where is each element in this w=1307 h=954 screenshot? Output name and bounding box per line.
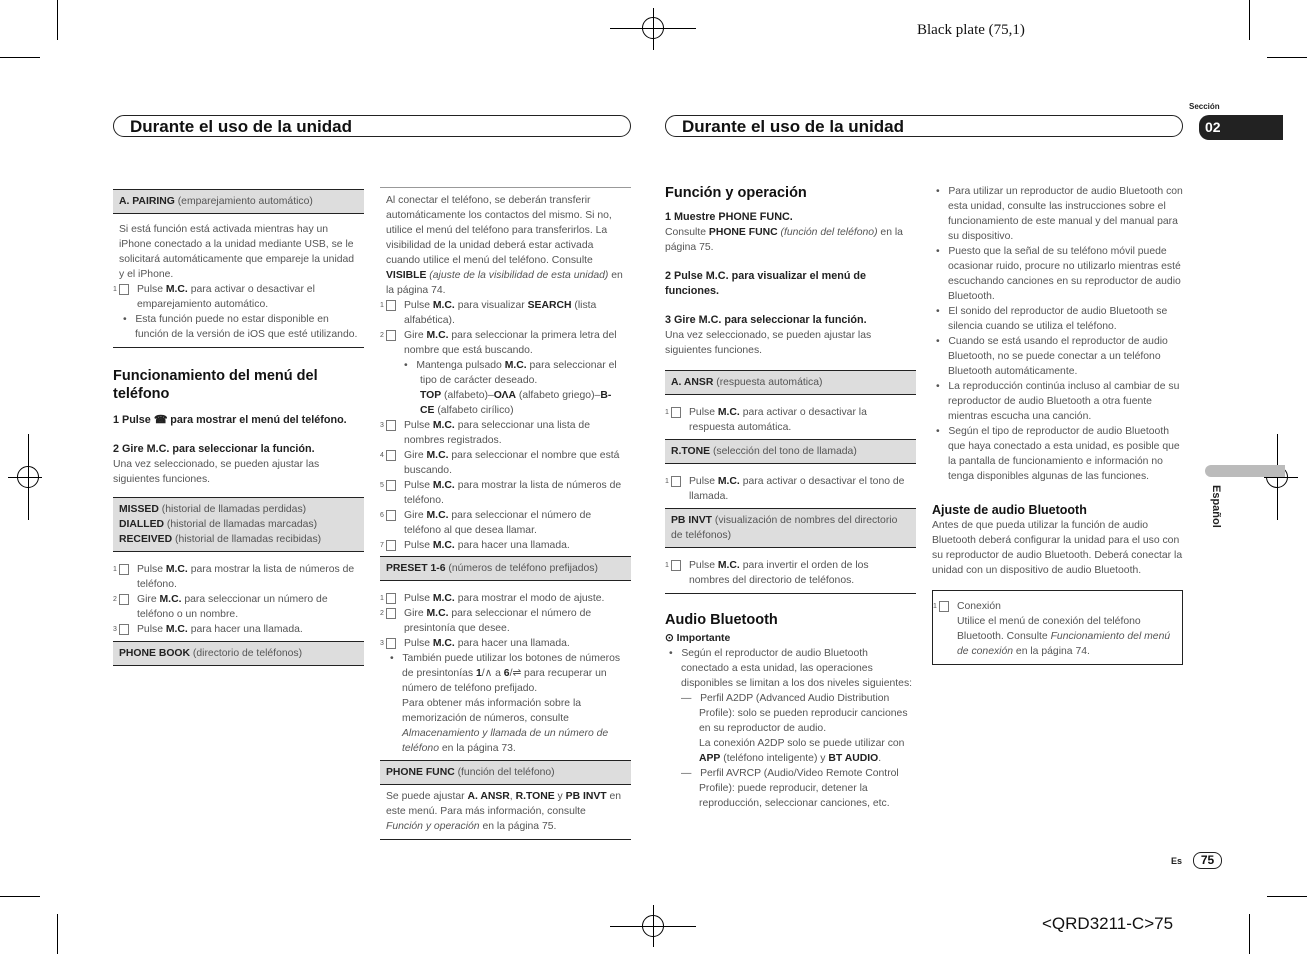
section-heading: Funcionamiento del menú del teléfono xyxy=(113,368,318,402)
section-heading: Función y operación xyxy=(665,185,807,201)
subsection-heading: Ajuste de audio Bluetooth xyxy=(932,503,1087,517)
crop-mark xyxy=(57,0,58,40)
column-3: Función y operación 1 Muestre PHONE FUNC. Consulte PHONE FUNC (función del teléfono) en la página 75. 2 Pulse M.C. para visualizar el menú de funciones. 3 Gire M.C. para seleccionar la función. Una vez seleccionado, se pueden ajustar las siguientes funciones. A. ANSR (respuesta automática) 1 Pulse M.C. para activar o desactivar la respuesta automática. R.TONE (selección del tono de llamada) 1 Pulse M.C. para activar o desactivar el tono de llamada. PB INVT (visualización de nombres del directorio de teléfonos) 1 Pulse M.C. para invertir el orden de los nombres del directorio de teléfonos. Audio Bluetooth ⊙ Importante • Según el reproductor de audio Bluetooth conectado a esta unidad, las operaciones disponibles se limitan a los dos niveles siguientes: — Perfil A2DP (Advanced Audio Distribution Profile): solo se pueden reproducir canciones en su reproductor de audio. La conexión A2DP solo se puede utilizar con APP (teléfono inteligente) y BT AUDIO. — Perfil AVRCP (Audio/Video Remote Control Profile): puede reproducir, detener la reproducción, seleccionar canciones, etc. xyxy=(665,184,916,811)
setting-box-ansr: A. ANSR (respuesta automática) xyxy=(665,370,916,395)
language-tab xyxy=(1205,465,1285,477)
setting-box-phonefunc: PHONE FUNC (función del teléfono) xyxy=(380,760,631,785)
registration-circle xyxy=(642,17,664,39)
crop-mark xyxy=(1249,0,1250,40)
section-number: 02 xyxy=(1205,119,1221,135)
pairing-body: Si está función está activada mientras hay un iPhone conectado a la unidad mediante USB, se le solicitará automáticamente que empareje la unidad y el iPhone. 1 Pulse M.C. para activar o desactivar el emparejamiento automático. • Esta función puede no estar disponible en función de la versión de iOS que esté utilizando. xyxy=(113,214,364,348)
header-right: Durante el uso de la unidad xyxy=(665,115,1183,137)
registration-circle xyxy=(17,466,39,488)
section-heading: Audio Bluetooth xyxy=(665,612,778,628)
language-label: Español xyxy=(1210,485,1222,528)
phonefunc-body: Se puede ajustar A. ANSR, R.TONE y PB INVT en este menú. Para más información, consulte Función y operación en la página 75. xyxy=(380,785,631,840)
document-code: <QRD3211-C>75 xyxy=(1042,914,1174,933)
pbinvt-body: 1 Pulse M.C. para invertir el orden de los nombres del directorio de teléfonos. xyxy=(665,548,916,594)
up-icon: /∧ xyxy=(481,668,493,679)
crop-mark xyxy=(0,57,40,58)
column-2: Al conectar el teléfono, se deberán transferir automáticamente los contactos del mismo. Si no, utilice el menú del teléfono para transferirlos. La visibilidad de la unidad deberá estar activada cuando utilice el menú del teléfono. Consulte VISIBLE (ajuste de la visibilidad de esta unidad) en la página 74. 1 Pulse M.C. para visualizar SEARCH (lista alfabética). 2 Gire M.C. para seleccionar la primera letra del nombre que está buscando. • Mantenga pulsado M.C. para seleccionar el tipo de carácter deseado. TOP (alfabeto)–ΟΛΑ (alfabeto griego)–B-CE (alfabeto cirílico) 3 Pulse M.C. para seleccionar una lista de nombres registrados. 4 Gire M.C. para seleccionar el nombre que está buscando. 5 Pulse M.C. para mostrar la lista de números de teléfono. 6 Gire M.C. para seleccionar el número de teléfono al que desea llamar. 7 Pulse M.C. para hacer una llamada. PRESET 1-6 (números de teléfono prefijados) 1 Pulse M.C. para mostrar el modo de ajuste. 2 Gire M.C. para seleccionar el número de presintonía que desee. 3 Pulse M.C. para hacer una llamada. • También puede utilizar los botones de números de presintonías 1/∧ a 6/⇌ para recuperar un número de teléfono prefijado. Para obtener más información sobre la memorización de números, consulte Almacenamiento y llamada de un número de teléfono en la página 73. PHONE FUNC (función del teléfono) Se puede ajustar A. ANSR, R.TONE y PB INVT en este menú. Para más información, consulte Función y operación en la página 75. xyxy=(380,187,631,840)
setting-box-history: MISSED (historial de llamadas perdidas) DIALLED (historial de llamadas marcadas) RECEIVED (historial de llamadas recibidas) xyxy=(113,497,364,552)
phone-icon: ☎ xyxy=(153,414,168,426)
registration-circle xyxy=(642,915,664,937)
column-1: A. PAIRING (emparejamiento automático) Si está función está activada mientras hay un iPhone conectado a la unidad mediante USB, se le solicitará automáticamente que empareje la unidad y el iPhone. 1 Pulse M.C. para activar o desactivar el emparejamiento automático. • Esta función puede no estar disponible en función de la versión de iOS que esté utilizando. Funcionamiento del menú del teléfono 1 Pulse ☎ para mostrar el menú del teléfono. 2 Gire M.C. para seleccionar la función. Una vez seleccionado, se pueden ajustar las siguientes funciones. MISSED (historial de llamadas perdidas) DIALLED (historial de llamadas marcadas) RECEIVED (historial de llamadas recibidas) 1 Pulse M.C. para mostrar la lista de números de teléfono. 2 Gire M.C. para seleccionar un número de teléfono o un nombre. 3 Pulse M.C. para hacer una llamada. PHONE BOOK (directorio de teléfonos) xyxy=(113,189,364,666)
section-label: Sección xyxy=(1189,102,1220,111)
crop-mark xyxy=(1249,914,1250,954)
setting-box-preset: PRESET 1-6 (números de teléfono prefijados) xyxy=(380,556,631,581)
crop-mark xyxy=(1267,57,1307,58)
crop-mark xyxy=(1267,896,1307,897)
connection-box: 1 Conexión Utilice el menú de conexión del teléfono Bluetooth. Consulte Funcionamiento del menú de conexión en la página 74. xyxy=(932,590,1183,665)
page-number: 75 xyxy=(1193,852,1222,869)
section-tab xyxy=(1199,115,1283,140)
page-lang: Es xyxy=(1171,856,1183,866)
plate-label: Black plate (75,1) xyxy=(917,22,1025,38)
crop-mark xyxy=(57,914,58,954)
return-icon: /⇌ xyxy=(509,668,522,679)
header-left: Durante el uso de la unidad xyxy=(113,115,631,137)
column-4: • Para utilizar un reproductor de audio Bluetooth con esta unidad, consulte las instrucciones sobre el funcionamiento de este manual y del manual para su dispositivo. • Puesto que la señal de su teléfono móvil puede ocasionar ruido, procure no utilizarlo mientras esté escuchando canciones en su reproductor de audio Bluetooth. • El sonido del reproductor de audio Bluetooth se silencia cuando se utiliza el teléfono. • Cuando se está usando el reproductor de audio Bluetooth, no se puede conectar a un teléfono Bluetooth automáticamente. • La reproducción continúa incluso al cambiar de su reproductor de audio Bluetooth a otra fuente mientras escucha una canción. • Según el tipo de reproductor de audio Bluetooth que haya conectado a esta unidad, es posible que la pantalla de funcionamiento e información no tenga disponibles algunas de las funciones. Ajuste de audio Bluetooth Antes de que pueda utilizar la función de audio Bluetooth deberá configurar la unidad para el uso con su reproductor de audio Bluetooth. Deberá conectar la unidad con un dispositivo de audio Bluetooth. 1 Conexión Utilice el menú de conexión del teléfono Bluetooth. Consulte Funcionamiento del menú de conexión en la página 74. xyxy=(932,184,1183,665)
setting-box-rtone: R.TONE (selección del tono de llamada) xyxy=(665,439,916,464)
setting-box-pbinvt: PB INVT (visualización de nombres del directorio de teléfonos) xyxy=(665,508,916,548)
crop-mark xyxy=(0,896,40,897)
setting-box-phonebook: PHONE BOOK (directorio de teléfonos) xyxy=(113,641,364,666)
important-icon: ⊙ xyxy=(665,633,674,644)
setting-box-pairing: A. PAIRING (emparejamiento automático) xyxy=(113,189,364,214)
